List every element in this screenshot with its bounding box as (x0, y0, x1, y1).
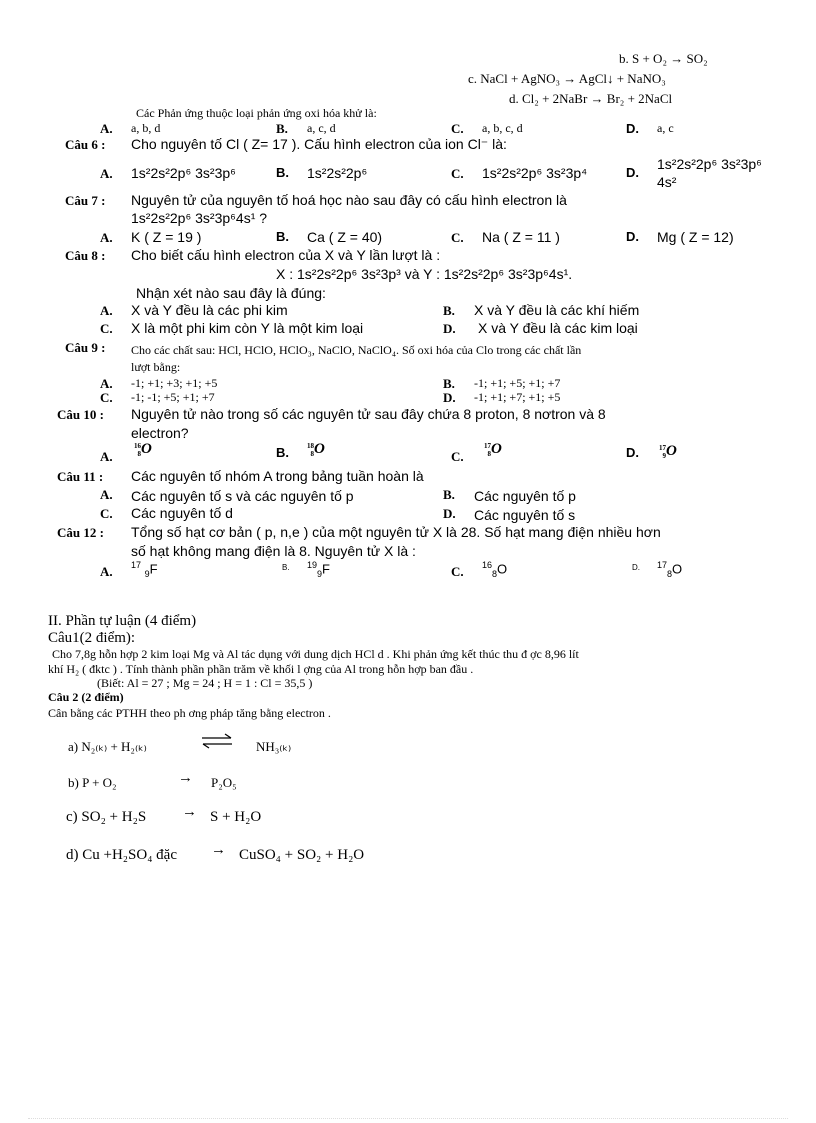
q11-a-label: A. (100, 487, 113, 502)
q12-option-c (482, 560, 507, 579)
eq-d-arrow-icon: → (211, 842, 226, 858)
q10-b-mass: 18 (307, 442, 314, 451)
q6-b-label: B. (276, 165, 289, 180)
eq-d-reactants: d) Cu +H₂SO₄ đặc (66, 847, 177, 863)
q8-option-b: X và Y đều là các khí hiếm (474, 302, 640, 318)
q5-c-label: C. (451, 121, 464, 136)
q8-config: X : 1s²2s²2p⁶ 3s²3p³ và Y : 1s²2s²2p⁶ 3s²3p⁶4s¹. (276, 266, 573, 282)
part2-c1-line1: Cho 7,8g hỗn hợp 2 kim loại Mg và Al tác dụng với dung dịch HCl d . Khi phản ứng kết thúc thu đ ợc 8,96 lít (52, 647, 579, 661)
q6-option-b: 1s²2s²2p⁶ (307, 165, 368, 181)
q8-option-a: X và Y đều là các phi kim (131, 302, 288, 318)
q10-stem-line1: Nguyên tử nào trong số các nguyên tử sau đây chứa 8 proton, 8 nơtron và 8 (131, 406, 606, 422)
q10-b-atomic-number: 8 (310, 450, 314, 459)
q9-c-label: C. (100, 390, 113, 405)
eq-b-arrow-icon: → (178, 770, 193, 786)
q7-option-a: K ( Z = 19 ) (131, 229, 202, 245)
q9-d-label: D. (443, 390, 456, 405)
q10-stem-line2: electron? (131, 425, 189, 441)
q7-option-b: Ca ( Z = 40) (307, 229, 383, 245)
q11-b-label: B. (443, 487, 455, 502)
q12-stem-line1: Tổng số hạt cơ bản ( p, n,e ) của một nguyên tử X là 28. Số hạt mang điện nhiều hơn (131, 524, 661, 540)
q10-a-mass: 16 (134, 442, 141, 451)
q12-b-label: B. (282, 563, 290, 572)
part2-c2-instruction: Cân bằng các PTHH theo ph ơng pháp tăng bằng electron . (48, 706, 331, 720)
q5-option-d: a, c (657, 121, 674, 135)
eq-a-products: NH₃₍ₖ₎ (256, 739, 292, 754)
q11-d-label: D. (443, 506, 456, 521)
q12-a-mass: 17 (131, 560, 142, 570)
q8-c-label: C. (100, 321, 113, 336)
eq-b-products: P₂O₅ (211, 775, 237, 790)
q5-option-c: a, b, c, d (482, 121, 523, 135)
q12-c-mass: 16 (482, 560, 493, 570)
q8-a-label: A. (100, 303, 113, 318)
q10-b-element: O (314, 441, 325, 457)
q6-label: Câu 6 : (65, 137, 106, 152)
q10-b-label: B. (276, 445, 289, 460)
q11-option-c: Các nguyên tố d (131, 505, 233, 521)
q6-option-c: 1s²2s²2p⁶ 3s²3p⁴ (482, 165, 588, 181)
q10-d-mass: 17 (659, 444, 666, 453)
q12-b-element: F (322, 561, 330, 577)
q10-option-a (134, 442, 152, 458)
q10-d-element: O (666, 443, 677, 459)
q8-option-c: X là một phi kim còn Y là một kim loại (131, 320, 364, 336)
q6-d-label: D. (626, 165, 639, 180)
q10-label: Câu 10 : (57, 407, 104, 422)
q7-label: Câu 7 : (65, 193, 106, 208)
q10-c-mass: 17 (484, 442, 491, 451)
q10-d-label: D. (626, 445, 639, 460)
q12-c-label: C. (451, 564, 464, 579)
q9-option-c: -1; -1; +5; +1; +7 (131, 390, 215, 404)
eq-d-products: CuSO₄ + SO₂ + H₂O (239, 847, 365, 863)
q12-d-element: O (672, 561, 683, 577)
q8-option-d: X và Y đều là các kim loại (478, 320, 638, 336)
q10-d-atomic-number: 9 (662, 452, 666, 461)
q8-stem: Cho biết cấu hình electron của X và Y lần lượt là : (131, 247, 441, 263)
q9-option-d: -1; +1; +7; +1; +5 (474, 390, 561, 404)
eq-a-reactants: a) N₂₍ₖ₎ + H₂₍ₖ₎ (68, 739, 147, 754)
q8-d-label: D. (443, 321, 456, 336)
equation-b: b. S + O₂ → SO₂ (619, 51, 708, 66)
q10-c-element: O (491, 441, 502, 457)
q12-option-a (131, 560, 158, 579)
q12-d-mass: 17 (657, 560, 668, 570)
q7-a-label: A. (100, 230, 113, 245)
q9-option-a: -1; +1; +3; +1; +5 (131, 376, 218, 390)
page-bottom-divider (28, 1118, 788, 1119)
q5-option-b: a, c, d (307, 121, 336, 135)
q6-stem: Cho nguyên tố Cl ( Z= 17 ). Cấu hình electron của ion Cl⁻ là: (131, 136, 507, 152)
part2-title: II. Phần tự luận (4 điểm) (48, 613, 197, 629)
equation-c: c. NaCl + AgNO₃ → AgCl↓ + NaNO₃ (468, 71, 666, 86)
q12-c-atomic-number: 8 (492, 568, 498, 579)
q12-a-atomic-number: 9 (144, 568, 150, 579)
q12-d-label: D. (632, 563, 640, 572)
q6-option-d-line1: 1s²2s²2p⁶ 3s²3p⁶ (657, 156, 762, 172)
q8-b-label: B. (443, 303, 455, 318)
q7-option-c: Na ( Z = 11 ) (482, 229, 560, 245)
q9-stem-line1: Cho các chất sau: HCl, HClO, HClO₃, NaClO, NaClO₄. Số oxi hóa của Clo trong các chất lần (131, 343, 582, 357)
q7-stem-line1: Nguyên tử của nguyên tố hoá học nào sau đây có cấu hình electron là (131, 192, 567, 208)
q10-a-element: O (141, 441, 152, 457)
q9-stem-line2: lượt bằng: (131, 360, 181, 374)
q8-question: Nhận xét nào sau đây là đúng: (136, 285, 326, 301)
q12-d-atomic-number: 8 (667, 568, 673, 579)
q6-a-label: A. (100, 166, 113, 181)
eq-c-products: S + H₂O (210, 809, 262, 825)
q6-option-d-line2: 4s² (657, 174, 677, 190)
q10-a-label: A. (100, 449, 113, 464)
q8-label: Câu 8 : (65, 248, 106, 263)
q10-c-atomic-number: 8 (487, 450, 491, 459)
q12-a-element: F (149, 561, 158, 577)
q10-option-b (307, 442, 325, 458)
q12-b-mass: 19 (307, 560, 318, 570)
equation-d: d. Cl₂ + 2NaBr → Br₂ + 2NaCl (509, 91, 673, 106)
q11-option-b: Các nguyên tố p (474, 488, 576, 504)
q10-option-c (484, 442, 502, 458)
q7-c-label: C. (451, 230, 464, 245)
part2-c1-title: Câu1(2 điểm): (48, 630, 136, 646)
q5-b-label: B. (276, 121, 288, 136)
q6-c-label: C. (451, 166, 464, 181)
q11-option-d: Các nguyên tố s (474, 507, 576, 523)
q10-a-atomic-number: 8 (137, 450, 141, 459)
q11-option-a: Các nguyên tố s và các nguyên tố p (131, 488, 354, 504)
q12-label: Câu 12 : (57, 525, 104, 540)
q9-b-label: B. (443, 376, 455, 391)
eq-c-arrow-icon: → (182, 804, 197, 820)
part2-c1-line2: khí H₂ ( đktc ) . Tính thành phần phần trăm về khối l ợng của Al trong hỗn hợp ban đầu . (48, 662, 474, 676)
q5-a-label: A. (100, 121, 113, 136)
q10-c-label: C. (451, 449, 464, 464)
eq-c-reactants: c) SO₂ + H₂S (66, 809, 147, 825)
q12-b-atomic-number: 9 (317, 568, 323, 579)
q7-stem-line2: 1s²2s²2p⁶ 3s²3p⁶4s¹ ? (131, 210, 268, 226)
q12-stem-line2: số hạt không mang điện là 8. Nguyên tử X là : (131, 543, 416, 559)
q7-d-label: D. (626, 229, 639, 244)
q7-b-label: B. (276, 229, 289, 244)
q12-option-d (657, 560, 682, 579)
q11-label: Câu 11 : (57, 469, 104, 484)
q11-stem: Các nguyên tố nhóm A trong bảng tuần hoàn là (131, 468, 424, 484)
q12-c-element: O (497, 561, 508, 577)
q12-option-b (307, 560, 330, 579)
q7-option-d: Mg ( Z = 12) (657, 229, 734, 245)
part2-c2-title: Câu 2 (2 điểm) (48, 690, 124, 704)
q9-a-label: A. (100, 376, 113, 391)
q12-a-label: A. (100, 564, 113, 579)
q11-c-label: C. (100, 506, 113, 521)
q5-stem: Các Phản ứng thuộc loại phản ứng oxi hóa khử là: (136, 106, 377, 120)
eq-b-reactants: b) P + O₂ (68, 775, 117, 790)
q10-option-d (659, 444, 677, 460)
q5-d-label: D. (626, 121, 639, 136)
q9-label: Câu 9 : (65, 340, 106, 355)
q5-option-a: a, b, d (131, 121, 161, 135)
equilibrium-arrow-icon (200, 733, 234, 749)
part2-c1-line3: (Biết: Al = 27 ; Mg = 24 ; H = 1 : Cl = 35,5 ) (97, 676, 313, 690)
q6-option-a: 1s²2s²2p⁶ 3s²3p⁶ (131, 165, 236, 181)
q9-option-b: -1; +1; +5; +1; +7 (474, 376, 561, 390)
